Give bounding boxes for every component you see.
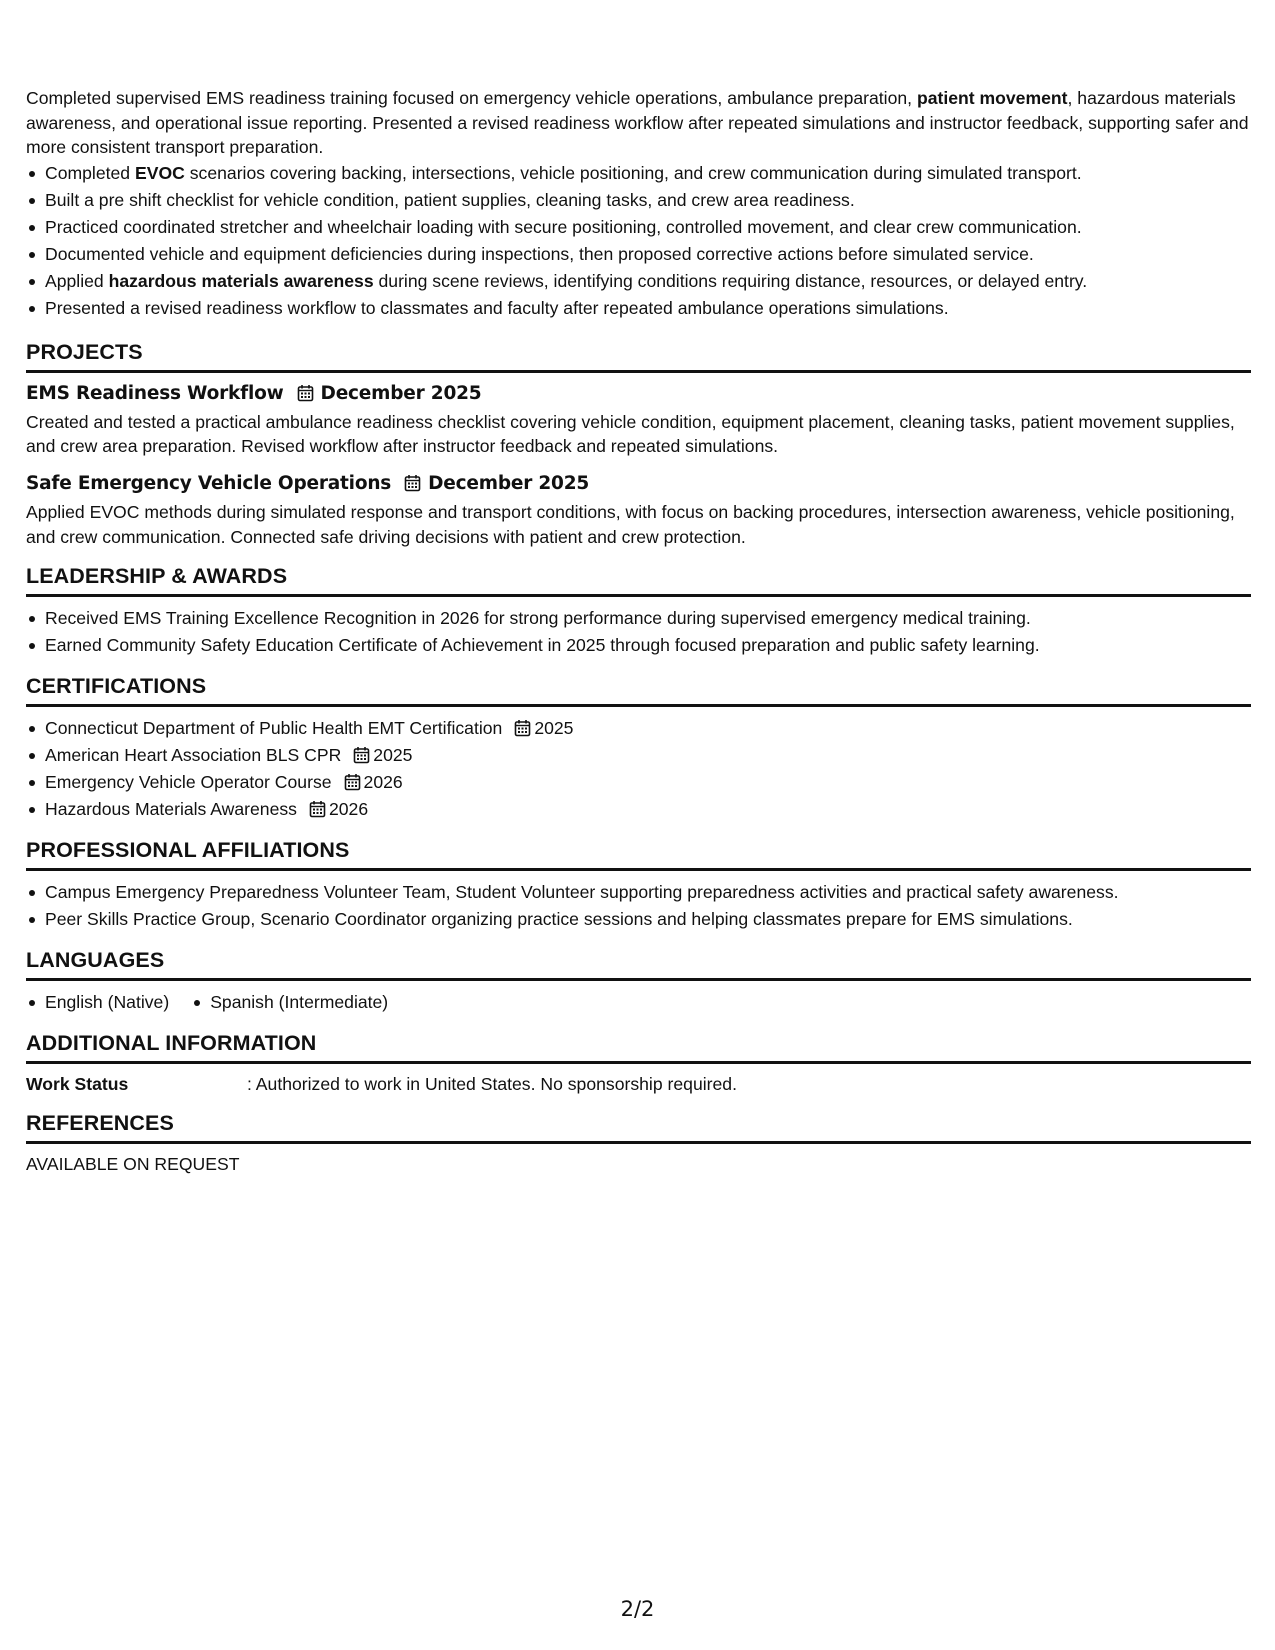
list-item: Peer Skills Practice Group, Scenario Coordinator organizing practice sessions and helping classmates prepare for EMS simulations. [26, 906, 1251, 933]
page-number: 2/2 [620, 1597, 655, 1621]
list-item: Spanish (Intermediate) [191, 989, 388, 1016]
certifications-list [26, 715, 1251, 823]
summary-text-cont: , hazardous materials awareness, and operational issue reporting. Presented a revised readiness workflow after repeated simulations and instructor feedback, supporting safer and more consistent transport preparation. [26, 88, 1249, 158]
section-title-additional: ADDITIONAL INFORMATION [26, 1030, 1251, 1064]
work-status-row [26, 1072, 1251, 1096]
list-item: Received EMS Training Excellence Recognition in 2026 for strong performance during supervised emergency medical training. [26, 605, 1251, 632]
calendar-icon [404, 474, 421, 492]
cert-name: American Heart Association BLS CPR [45, 745, 342, 766]
project-header [26, 381, 1251, 406]
list-item [26, 742, 1251, 769]
resume-page [26, 86, 1251, 1176]
list-item: Presented a revised readiness workflow to classmates and faculty after repeated ambulance operations simulations. [26, 295, 1251, 322]
calendar-icon [309, 800, 326, 818]
section-title-references: REFERENCES [26, 1110, 1251, 1144]
summary-text: Completed supervised EMS readiness training focused on emergency vehicle operations, ambulance preparation, [26, 88, 917, 108]
project-date: December 2025 [320, 382, 482, 404]
calendar-icon [514, 719, 531, 737]
list-item: Earned Community Safety Education Certificate of Achievement in 2025 through focused preparation and public safety learning. [26, 632, 1251, 659]
references-text: AVAILABLE ON REQUEST [26, 1154, 240, 1175]
section-title-certifications: CERTIFICATIONS [26, 673, 1251, 707]
list-item [26, 796, 1251, 823]
list-item: Documented vehicle and equipment deficiencies during inspections, then proposed corrective actions before simulated service. [26, 241, 1251, 268]
cert-year: 2026 [328, 799, 369, 820]
work-status-label: Work Status [26, 1074, 129, 1095]
list-item: Practiced coordinated stretcher and wheelchair loading with secure positioning, controlled movement, and clear crew communication. [26, 214, 1251, 241]
leadership-list [26, 605, 1251, 659]
list-item [26, 769, 1251, 796]
section-title-leadership: LEADERSHIP & AWARDS [26, 563, 1251, 597]
experience-summary [26, 86, 1251, 160]
cert-name: Connecticut Department of Public Health EMT Certification [45, 718, 503, 739]
cert-year: 2026 [363, 772, 403, 793]
list-item: Applied hazardous materials awareness during scene reviews, identifying conditions requiring distance, resources, or delayed entry. [26, 268, 1251, 295]
section-title-projects: PROJECTS [26, 339, 1251, 373]
affiliations-list [26, 879, 1251, 933]
list-item: English (Native) [26, 989, 169, 1016]
cert-year: 2025 [534, 718, 574, 739]
list-item: Completed EVOC scenarios covering backing, intersections, vehicle positioning, and crew communication during simulated transport. [26, 160, 1251, 187]
cert-name: Hazardous Materials Awareness [45, 799, 297, 820]
project-date: December 2025 [428, 472, 590, 494]
calendar-icon [297, 384, 314, 402]
summary-bold-text: patient movement [916, 88, 1068, 108]
work-status-value: : Authorized to work in United States. No sponsorship required. [247, 1074, 737, 1095]
cert-year: 2025 [373, 745, 413, 766]
project-description: Created and tested a practical ambulance readiness checklist covering vehicle condition, equipment placement, cleaning tasks, patient movement supplies, and crew area preparation. Revised workflow after instructor feedback and repeated simulations. [26, 411, 1235, 457]
list-item: Built a pre shift checklist for vehicle condition, patient supplies, cleaning tasks, and crew area readiness. [26, 187, 1251, 214]
list-item: Campus Emergency Preparedness Volunteer Team, Student Volunteer supporting preparedness activities and practical safety awareness. [26, 879, 1251, 906]
project-header [26, 471, 1251, 496]
list-item [26, 715, 1251, 742]
section-title-affiliations: PROFESSIONAL AFFILIATIONS [26, 837, 1251, 871]
project-name: EMS Readiness Workflow [26, 382, 284, 404]
experience-bullets [26, 160, 1251, 322]
languages-list [26, 989, 1251, 1016]
calendar-icon [353, 746, 370, 764]
project-description: Applied EVOC methods during simulated response and transport conditions, with focus on backing procedures, intersection awareness, vehicle positioning, and crew communication. Connected safe driving decisions with patient and crew protection. [26, 501, 1235, 547]
section-title-languages: LANGUAGES [26, 947, 1251, 981]
project-name: Safe Emergency Vehicle Operations [26, 472, 392, 494]
cert-name: Emergency Vehicle Operator Course [45, 772, 332, 793]
calendar-icon [344, 773, 361, 791]
